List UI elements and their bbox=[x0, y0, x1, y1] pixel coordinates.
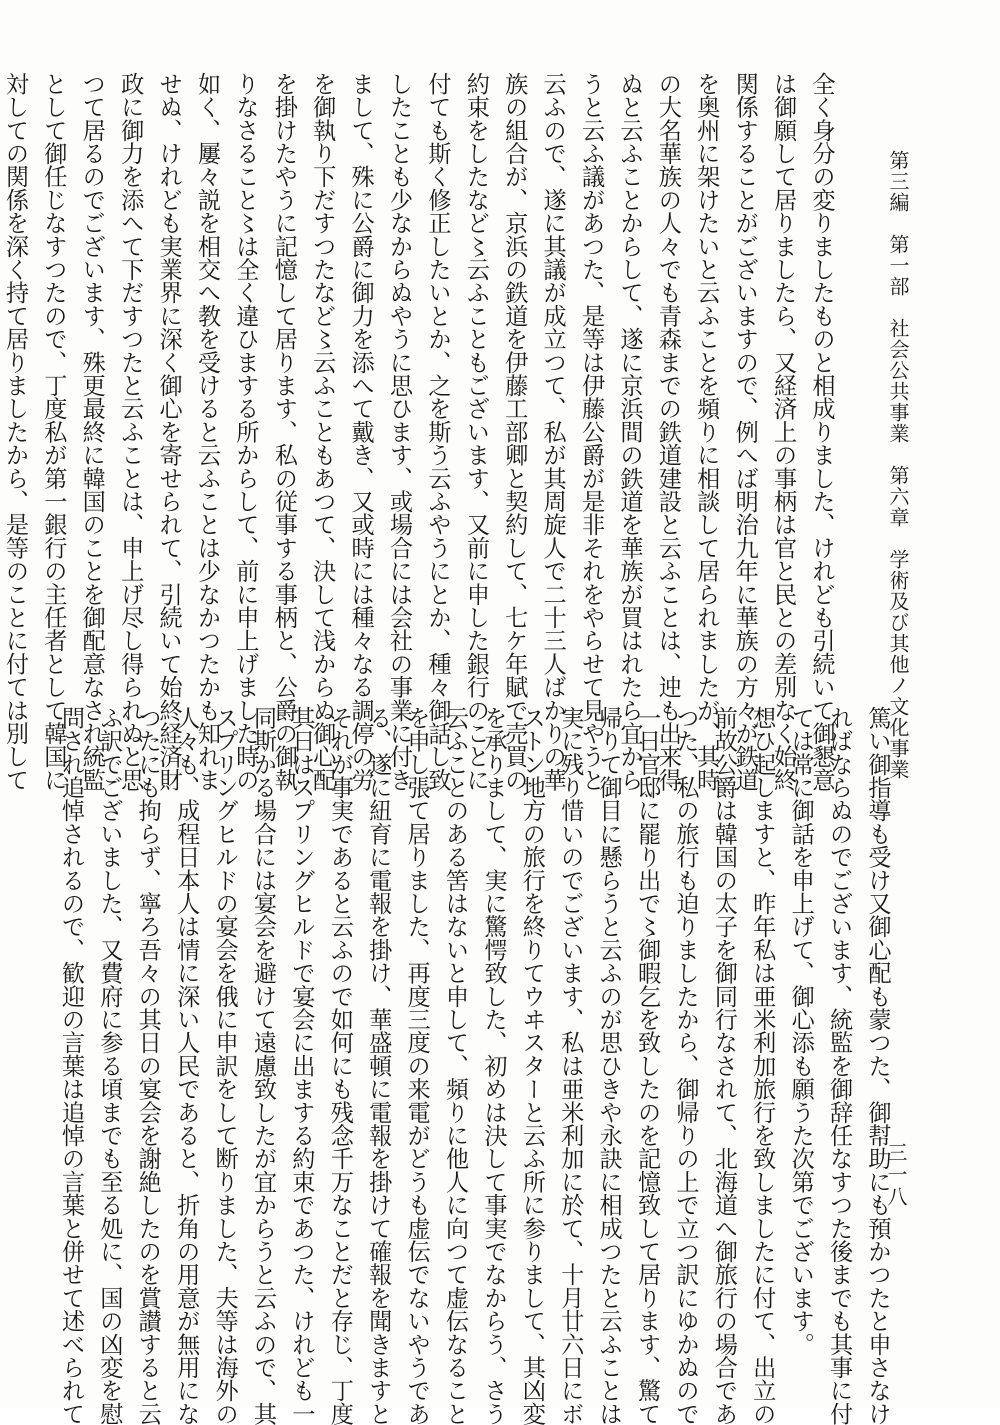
running-header: 第三編 第一部 社会公共事業 第六章 学術及び其他ノ文化事業 bbox=[886, 150, 910, 780]
upper-text-block bbox=[1, 72, 840, 792]
text-line: 族の組合が、京浜の鉄道を伊藤工部卿と契約して、七ケ年賦で売買の bbox=[500, 72, 528, 792]
text-line: 云ふので、遂に其議が成立つて、私が其周旋人で二十三人ばかりの華 bbox=[539, 72, 567, 792]
text-line: りなさること〻は全く違ひまする所からして、前に申上げました時の bbox=[231, 72, 259, 792]
text-line: それが事実であると云ふので如何にも残念千万なことだと存じ、丁度 bbox=[326, 706, 354, 1425]
text-line: ぬと云ふことからして、遂に京浜間の鉄道を華族が買はれたら宜から bbox=[615, 72, 643, 792]
text-line: を奥州に架けたいと云ふことを頻りに相談して居られましたが、其時 bbox=[692, 72, 720, 792]
text-line: を承りまして、実に驚愕致した、初めは決して事実でなからう、さう bbox=[479, 706, 507, 1425]
text-line: ストン地方の旅行を終りてウヰスターと云ふ所に参りまして、其凶変 bbox=[518, 706, 546, 1425]
text-line: 全く身分の変りましたものと相成りました、けれども引続いて御懇意 bbox=[808, 72, 835, 792]
text-line: を御執り下だすつたなど〻云ふこともあつて、決して浅からぬ御心配 bbox=[308, 72, 336, 792]
text-line: したことも少なからぬやうに思ひます、或場合には会社の事業に付き bbox=[385, 72, 413, 792]
text-line: 帰りて御目に懸らうと云ふのが思ひきや永訣に相成つたと云ふことは bbox=[595, 706, 623, 1425]
text-line: 一日官邸に罷り出で〻御暇乞を致したのを記憶致して居ります、驚て bbox=[633, 706, 661, 1425]
text-line: ればならぬのでございます、統監を御辞任なすつた後までも其事に付 bbox=[825, 706, 853, 1425]
text-line: ては常に御話を申上げて、御心添も願うた次第でございます。 bbox=[787, 706, 815, 1356]
text-line: 其日はスプリングヒルドで宴会に出まする約束であつた、けれども一 bbox=[287, 706, 315, 1425]
text-line: まして、殊に公爵に御力を添へて戴き、又或時には種々なる調停の労 bbox=[347, 72, 375, 792]
lower-text-block bbox=[56, 706, 896, 1425]
text-line: つた、私の旅行も迫りましたから、御帰りの上で立つ訳にゆかぬので bbox=[671, 706, 699, 1425]
text-line: 関係することがございますので、例へば明治九年に華族の方々が鉄道 bbox=[731, 72, 759, 792]
text-line: スプリングヒルドの宴会を俄に申訳をして断りました、夫等は海外の bbox=[211, 706, 239, 1425]
text-line: つて居るのでございます、殊更最終に韓国のことを御配意なされ統監 bbox=[78, 72, 106, 792]
text-line: 付ても斯く修正したいとか、之を斯う云ふやうにとか、種々御話し致 bbox=[423, 72, 451, 792]
text-line: 篤い御指導も受け又御心配も蒙つた、御幇助にも預かつたと申さなけ bbox=[864, 706, 891, 1425]
text-line: ふ訳でございました、又費府に参る頃までも至る処に、国の凶変を慰 bbox=[95, 706, 123, 1425]
text-line: 云ふことのある筈はないと申して、頻りに他人に向つて虚伝なること bbox=[441, 706, 469, 1425]
text-line: を掛けたやうに記憶して居ります、私の従事する事柄と、公爵の御執 bbox=[270, 72, 298, 792]
text-line: として御任じなすつたので、丁度私が第一銀行の主任者として韓国に bbox=[39, 72, 67, 792]
text-line: の大名華族の人々でも青森までの鉄道建設と云ふことは、迚も出来得 bbox=[654, 72, 682, 792]
text-line: せぬ、けれども実業界に深く御心を寄せられて、引続いて始終経済財 bbox=[155, 72, 183, 792]
text-line: うと云ふ議があつた、是等は伊藤公爵が是非それをやらせて見やうと bbox=[577, 72, 605, 792]
text-line: 同斯かる場合には宴会を避けて遠慮致したが宜からうと云ふので、其 bbox=[249, 706, 277, 1425]
text-line: 約束をしたなど〻云ふこともございます、又前に申した銀行のことに bbox=[462, 72, 490, 792]
text-line: を申し張て居りました、再度三度の来電がどうも虚伝でないやうであ bbox=[403, 706, 431, 1425]
text-line: 前故公爵は韓国の太子を御同行なされて、北海道へ御旅行の場合であ bbox=[710, 706, 738, 1425]
text-line: 政に御力を添へて下だすつたと云ふことは、申上げ尽し得られぬと思 bbox=[116, 72, 144, 792]
text-line: 問され追悼されるので、歓迎の言葉は追悼の言葉と併せて述べられて bbox=[57, 706, 85, 1425]
text-line: 対しての関係を深く持て居りましたから、是等のことに付ては別して bbox=[1, 72, 29, 792]
text-line: は御願して居りましたら、又経済上の事柄は官と民との差別なく始終 bbox=[769, 72, 797, 792]
text-line: 実に残り惜いのでございます、私は亜米利加に於て、十月廿六日にボ bbox=[556, 706, 584, 1425]
text-line: つたにも拘らず、寧ろ吾々の其日の宴会を謝絶したのを賞讃すると云 bbox=[134, 706, 162, 1425]
page-number: 三一八 bbox=[884, 1142, 908, 1208]
text-line: る、遂に紐育に電報を掛け、華盛頓に電報を掛けて確報を聞きますと bbox=[364, 706, 392, 1425]
text-line: 人々も、成程日本人は情に深い人民であると、折角の用意が無用にな bbox=[172, 706, 200, 1425]
text-line: 想ひ起しますと、昨年私は亜米利加旅行を致しましたに付て、出立の bbox=[748, 706, 776, 1425]
text-line: 如く、屢々説を相交へ教を受けると云ふことは少なかつたかも知れま bbox=[193, 72, 221, 792]
